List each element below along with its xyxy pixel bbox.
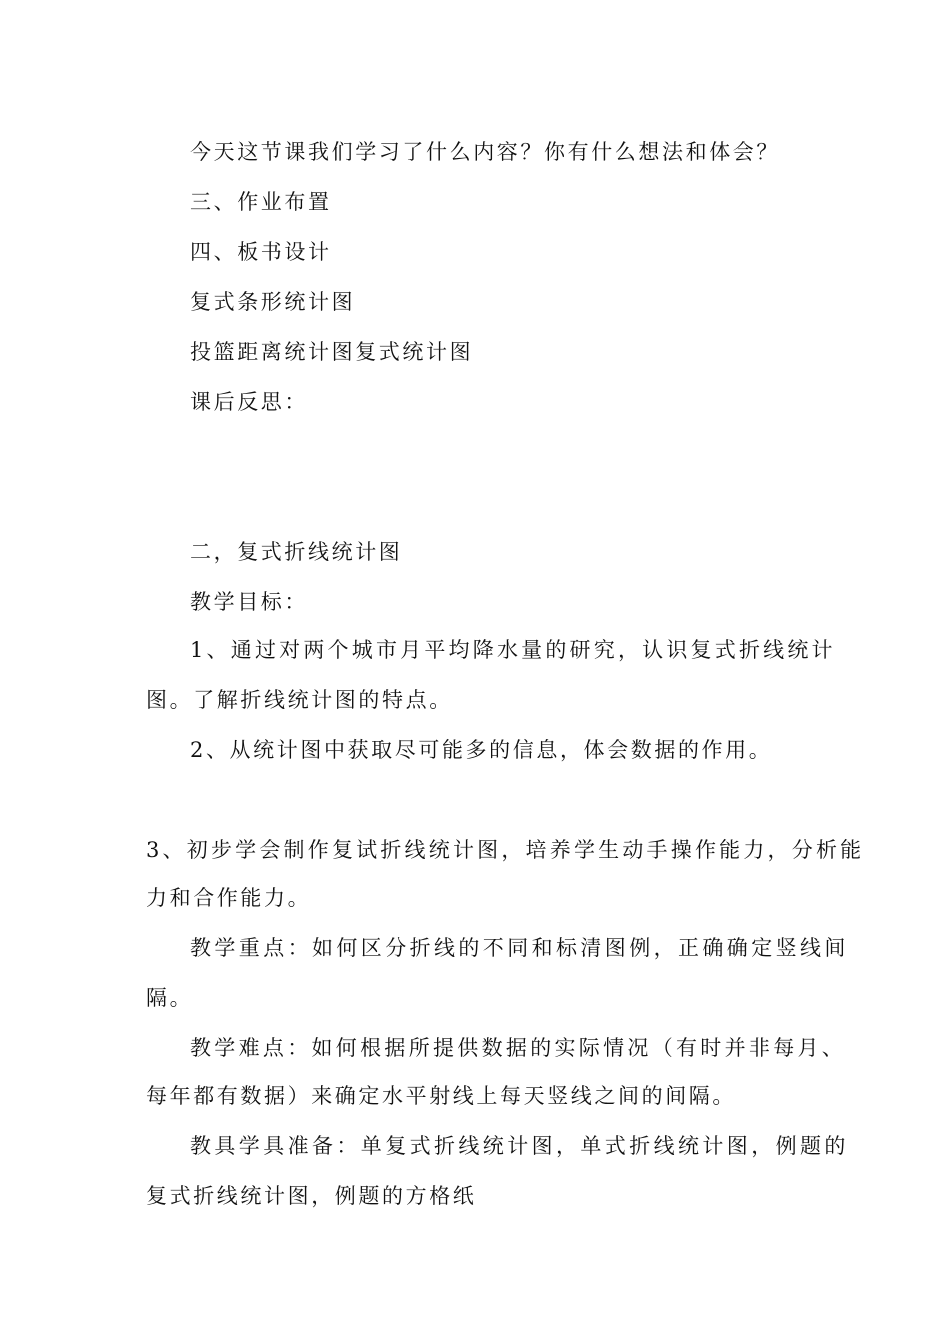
teaching-difficulty-line-1: 教学难点：如何根据所提供数据的实际情况（有时并非每月、	[190, 1036, 847, 1060]
board-design-line-1: 复式条形统计图	[190, 290, 356, 314]
teaching-aids-line-2: 复式折线统计图，例题的方格纸	[146, 1184, 477, 1208]
teaching-key-point-line-2: 隔。	[146, 986, 194, 1010]
board-design-line-2: 投篮距离统计图复式统计图	[190, 340, 474, 364]
teaching-key-point-line-1: 教学重点：如何区分折线的不同和标清图例，正确确定竖线间	[190, 936, 849, 960]
board-design-heading: 四、板书设计	[190, 240, 332, 264]
after-class-reflection-label: 课后反思：	[190, 390, 308, 414]
homework-heading: 三、作业布置	[190, 190, 332, 214]
goal-1-line-2: 图。了解折线统计图的特点。	[146, 688, 453, 712]
reflection-question: 今天这节课我们学习了什么内容？你有什么想法和体会？	[190, 140, 780, 164]
goal-3-line-2: 力和合作能力。	[146, 886, 312, 910]
teaching-aids-line-1: 教具学具准备：单复式折线统计图，单式折线统计图，例题的	[190, 1134, 849, 1158]
goal-3-line-1: 3、初步学会制作复试折线统计图，培养学生动手操作能力，分析能	[146, 838, 865, 862]
teaching-goals-heading: 教学目标：	[190, 590, 308, 614]
goal-2: 2、从统计图中获取尽可能多的信息，体会数据的作用。	[190, 738, 773, 762]
teaching-difficulty-line-2: 每年都有数据）来确定水平射线上每天竖线之间的间隔。	[146, 1084, 736, 1108]
section-title: 二，复式折线统计图	[190, 540, 403, 564]
goal-1-line-1: 1、通过对两个城市月平均降水量的研究，认识复式折线统计	[190, 638, 836, 662]
